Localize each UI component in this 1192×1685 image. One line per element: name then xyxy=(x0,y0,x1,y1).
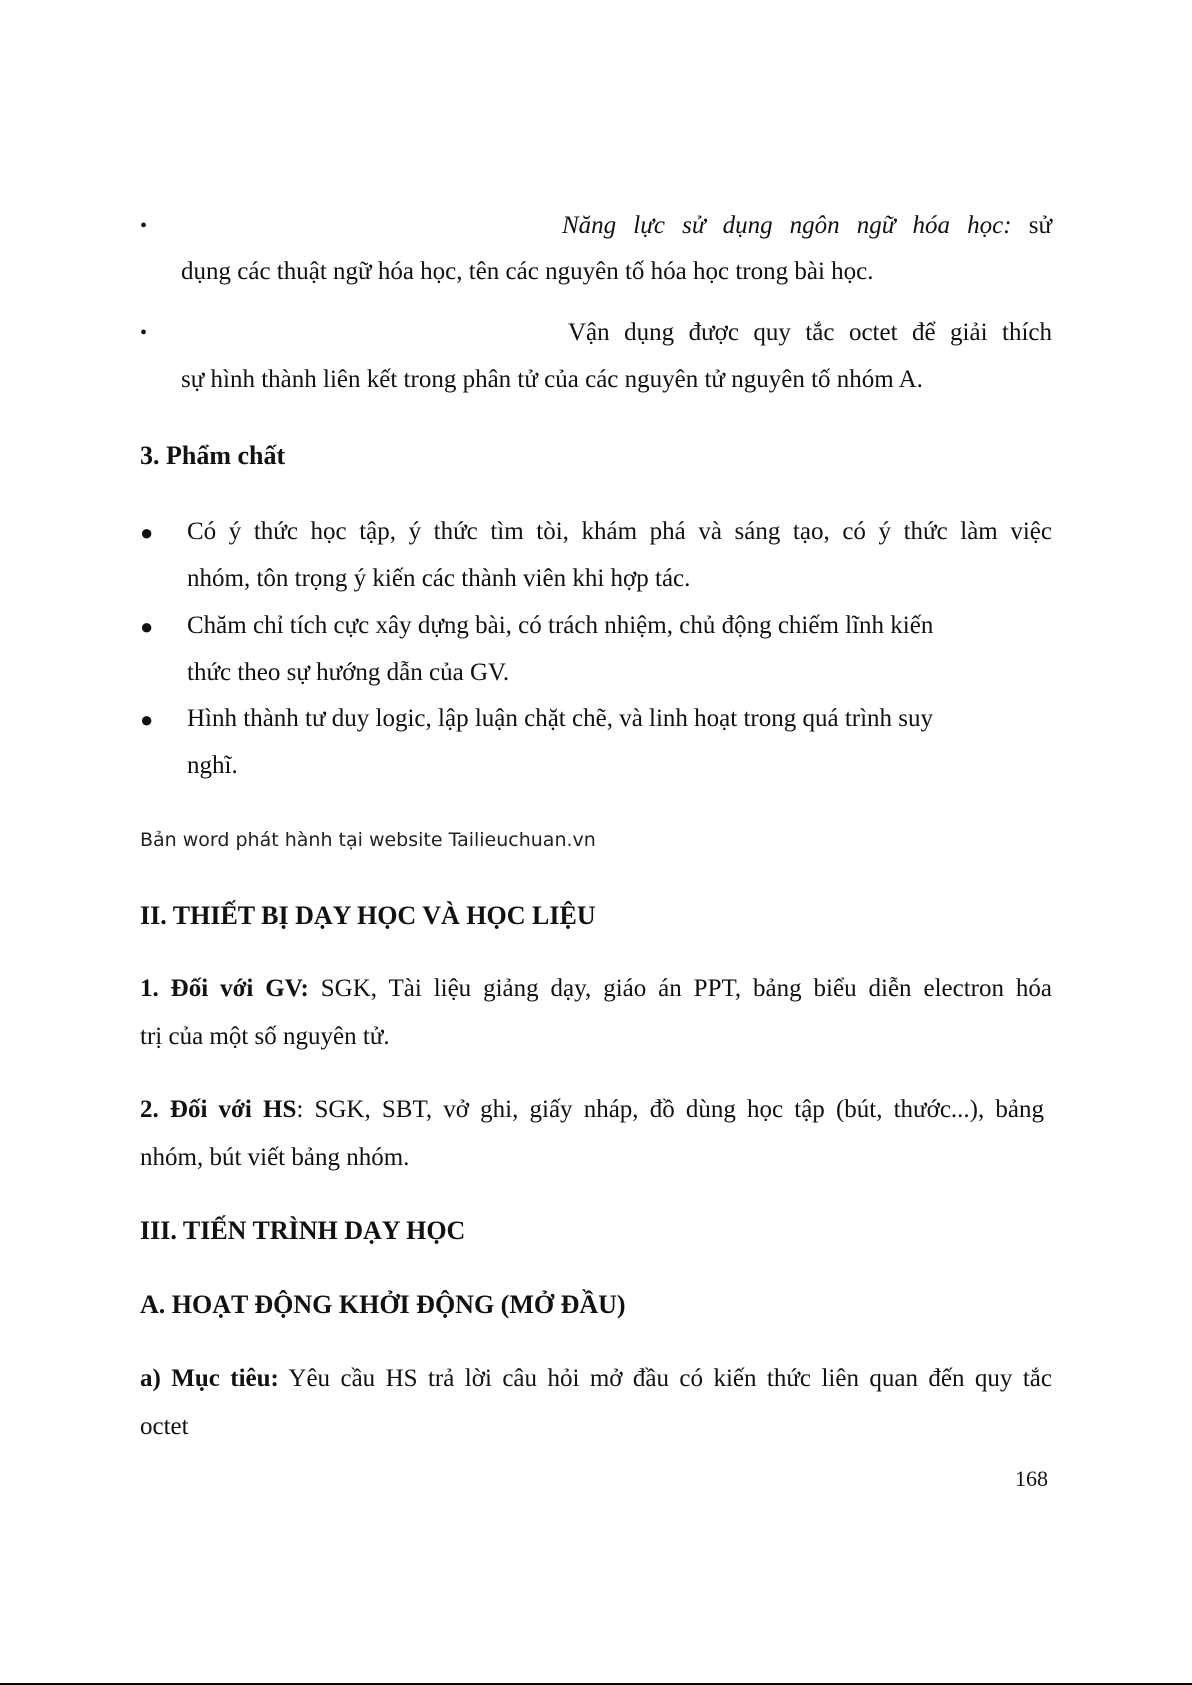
gv-label: 1. Đối với GV: xyxy=(140,975,309,1002)
website-note: Bản word phát hành tại website Tailieuchuan.vn xyxy=(140,829,596,851)
muc-tieu-line1 xyxy=(140,1365,1052,1393)
competence-2-line1: Vận dụng được quy tắc octet để giải thích xyxy=(568,319,1052,346)
quality-bullet: ● xyxy=(140,707,154,732)
gv-line1 xyxy=(140,975,1052,1003)
competence-1-rest: sử xyxy=(1011,212,1052,239)
quality-2-line2: thức theo sự hướng dẫn của GV. xyxy=(187,659,510,686)
competence-1-line1 xyxy=(562,212,1052,240)
gv-line2: trị của một số nguyên tử. xyxy=(140,1023,390,1050)
section-II-heading: II. THIẾT BỊ DẠY HỌC VÀ HỌC LIỆU xyxy=(140,901,596,930)
page-number: 168 xyxy=(1015,1466,1048,1491)
section-3-heading: 3. Phẩm chất xyxy=(140,441,286,470)
hs-line1 xyxy=(140,1096,1044,1124)
hs-line2: nhóm, bút viết bảng nhóm. xyxy=(140,1144,410,1171)
competence-1-line2: dụng các thuật ngữ hóa học, tên các nguyên tố hóa học trong bài học. xyxy=(181,258,874,285)
hs-label: 2. Đối với HS xyxy=(140,1096,297,1123)
quality-bullet: ● xyxy=(140,520,154,545)
hs-text: : SGK, SBT, vở ghi, giấy nháp, đồ dùng học tập (bút, thước...), bảng xyxy=(296,1096,1045,1123)
quality-3-line1: Hình thành tư duy logic, lập luận chặt chẽ, và linh hoạt trong quá trình suy xyxy=(187,705,934,732)
bullet-dot: • xyxy=(140,215,148,237)
competence-1-emphasis: Năng lực sử dụng ngôn ngữ hóa học: xyxy=(562,212,1012,239)
section-III-heading: III. TIẾN TRÌNH DẠY HỌC xyxy=(140,1216,466,1245)
gv-text: SGK, Tài liệu giảng dạy, giáo án PPT, bảng biểu diễn electron hóa xyxy=(308,975,1052,1002)
quality-1-line1: Có ý thức học tập, ý thức tìm tòi, khám phá và sáng tạo, có ý thức làm việc xyxy=(187,518,1052,545)
quality-1-line2: nhóm, tôn trọng ý kiến các thành viên khi hợp tác. xyxy=(187,565,691,592)
bullet-dot: • xyxy=(140,322,148,344)
section-A-heading: A. HOẠT ĐỘNG KHỞI ĐỘNG (MỞ ĐẦU) xyxy=(140,1290,626,1319)
quality-bullet: ● xyxy=(140,614,154,639)
muc-tieu-text: Yêu cầu HS trả lời câu hỏi mở đầu có kiến thức liên quan đến quy tắc xyxy=(278,1365,1052,1392)
competence-2-line2: sự hình thành liên kết trong phân tử của các nguyên tử nguyên tố nhóm A. xyxy=(181,366,923,393)
muc-tieu-line2: octet xyxy=(140,1413,189,1440)
quality-2-line1: Chăm chỉ tích cực xây dựng bài, có trách nhiệm, chủ động chiếm lĩnh kiến xyxy=(187,612,934,639)
quality-3-line2: nghĩ. xyxy=(187,752,238,779)
muc-tieu-label: a) Mục tiêu: xyxy=(140,1365,279,1392)
